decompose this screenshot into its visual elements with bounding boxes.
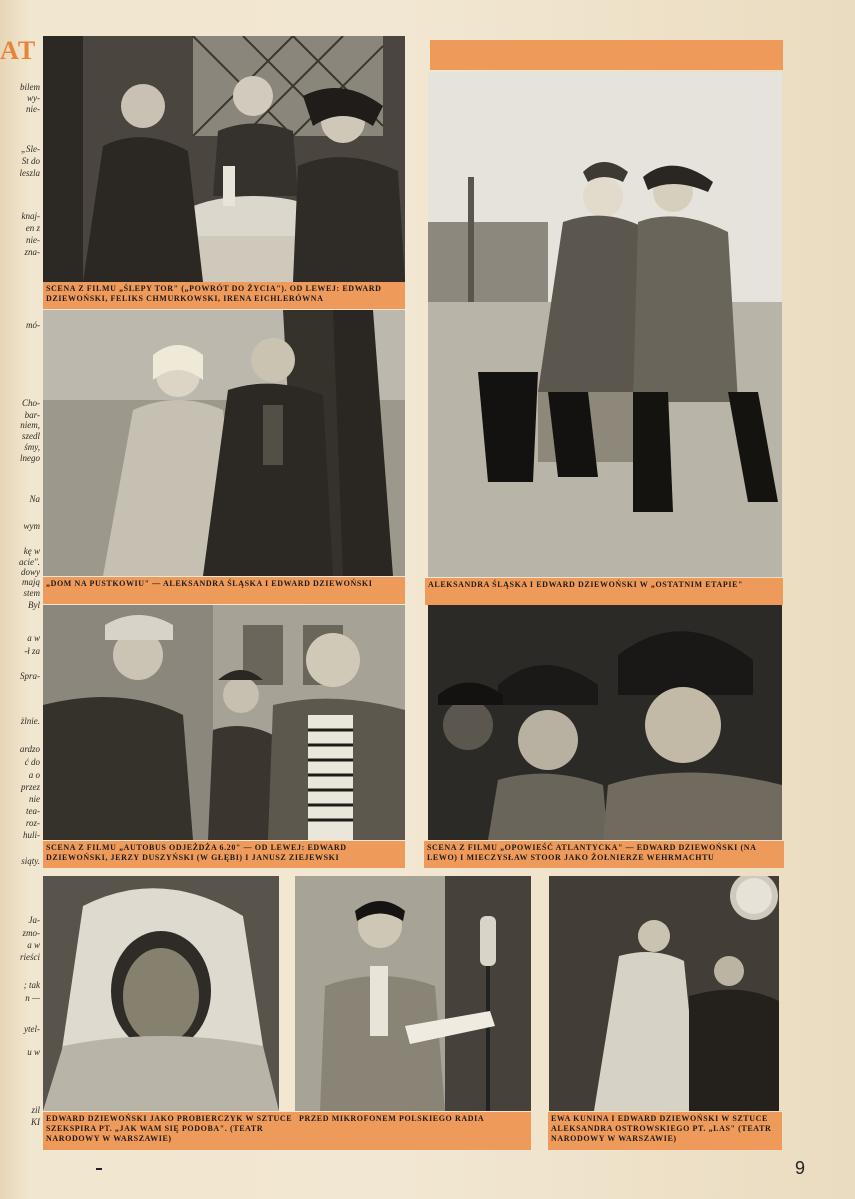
column-text-fragment: nie- <box>26 235 40 245</box>
column-text-fragment: St do <box>21 156 40 166</box>
caption-countryside-couple: „DOM NA PUSTKOWIU" — ALEKSANDRA ŚLĄSKA I EDWARD DZIEWOŃSKI <box>43 577 405 604</box>
caption-officers-seated: ALEKSANDRA ŚLĄSKA I EDWARD DZIEWOŃSKI W „OSTATNIM ETAPIE" <box>425 578 783 605</box>
column-text-fragment: mó- <box>26 320 40 330</box>
photo-soldiers-helmets <box>428 605 782 840</box>
column-text-fragment: leszla <box>19 168 40 178</box>
caption-radio-microphone: PRZED MIKROFONEM POLSKIEGO RADIA <box>296 1112 531 1150</box>
column-text-fragment: żlnie. <box>20 716 40 726</box>
column-text-fragment: u w <box>27 1047 40 1057</box>
page-number: 9 <box>794 1158 805 1178</box>
column-text-fragment: śmy, <box>24 442 40 452</box>
column-text-fragment: Ja- <box>28 915 40 925</box>
photo-cafe-scene <box>43 36 405 282</box>
column-text-fragment: acie". <box>18 557 40 567</box>
photo-countryside-couple <box>43 310 405 576</box>
column-text-fragment: nie- <box>26 104 40 114</box>
column-text-fragment: stem <box>23 588 40 598</box>
column-text-fragment: ytel- <box>24 1024 40 1034</box>
column-text-fragment: ardzo <box>19 744 40 754</box>
column-text-fragment: en z <box>25 223 40 233</box>
column-text-fragment: Na <box>29 494 40 504</box>
caption-stage-play-las: EWA KUNINA I EDWARD DZIEWOŃSKI W SZTUCE ALEKSANDRA OSTROWSKIEGO PT. „LAS" (TEATR NARODOWY W WARSZAWIE) <box>548 1112 782 1150</box>
column-text-fragment: n — <box>25 993 40 1003</box>
column-text-fragment: kę w <box>23 546 40 556</box>
column-text-fragment: a o <box>28 770 40 780</box>
caption-bus-scene: SCENA Z FILMU „AUTOBUS ODJEŻDŻA 6.20" — OD LEWEJ: EDWARD DZIEWOŃSKI, JERZY DUSZYŃSKI (W GŁĘBI) I JANUSZ ZIEJEWSKI <box>43 841 405 868</box>
photo-bus-scene <box>43 605 405 840</box>
column-text-fragment: rieści <box>20 952 40 962</box>
column-text-fragment: szedl <box>22 431 40 441</box>
column-text-fragment: dowy <box>21 567 40 577</box>
column-text-fragment: przez <box>20 782 40 792</box>
column-text-fragment: a w <box>27 633 40 643</box>
column-text-fragment: lnego <box>20 453 40 463</box>
column-text-fragment: zil <box>31 1105 40 1115</box>
column-text-fragment: wy- <box>27 93 40 103</box>
photo-probierczyk-hood <box>43 876 279 1111</box>
column-text-fragment: Spra- <box>20 671 40 681</box>
header-fragment: AT <box>0 36 37 65</box>
column-text-fragment: „Sle- <box>21 144 40 154</box>
column-text-fragment: Byl <box>28 600 40 610</box>
column-text-fragment: huli- <box>23 830 40 840</box>
column-text-fragment: zna- <box>24 247 40 257</box>
photo-officers-seated <box>428 72 782 577</box>
caption-soldiers-helmets: SCENA Z FILMU „OPOWIEŚĆ ATLANTYCKA" — EDWARD DZIEWOŃSKI (NA LEWO) I MIECZYSŁAW STOOR JAKO ŻOŁNIERZE WEHRMACHTU <box>424 841 784 868</box>
column-text-fragment: ć do <box>24 757 40 767</box>
column-text-fragment: siąty. <box>21 856 40 866</box>
caption-cafe-scene: SCENA Z FILMU „ŚLEPY TOR" („POWRÓT DO ŻYCIA"). OD LEWEJ: EDWARD DZIEWOŃSKI, FELIKS CHMURKOWSKI, IRENA EICHLERÓWNA <box>43 282 405 309</box>
photo-stage-play-las <box>549 876 779 1111</box>
column-text-fragment: tea- <box>26 806 40 816</box>
top-right-orange-band <box>430 40 783 70</box>
column-text-fragment: bilem <box>20 82 40 92</box>
column-text-fragment: bar- <box>24 410 40 420</box>
column-text-fragment: Cho- <box>22 398 40 408</box>
column-text-fragment: a w <box>27 940 40 950</box>
photo-radio-microphone <box>295 876 531 1111</box>
column-text-fragment: niem, <box>20 420 40 430</box>
column-text-fragment: wym <box>23 521 40 531</box>
column-text-fragment: ; tak <box>23 980 40 990</box>
column-text-fragment: KI <box>31 1117 40 1127</box>
column-text-fragment: roz- <box>25 818 40 828</box>
footer-dash <box>96 1168 102 1170</box>
column-text-fragment: -ł za <box>24 646 40 656</box>
column-text-fragment: mają <box>22 577 40 587</box>
caption-probierczyk: EDWARD DZIEWOŃSKI JAKO PROBIERCZYK W SZTUCE SZEKSPIRA PT. „JAK WAM SIĘ PODOBA". (TEATR NARODOWY W WARSZAWIE) <box>43 1112 296 1150</box>
column-text-fragment: zmo- <box>22 928 40 938</box>
column-text-fragment: knaj- <box>21 211 40 221</box>
column-text-fragment: nie <box>29 794 40 804</box>
